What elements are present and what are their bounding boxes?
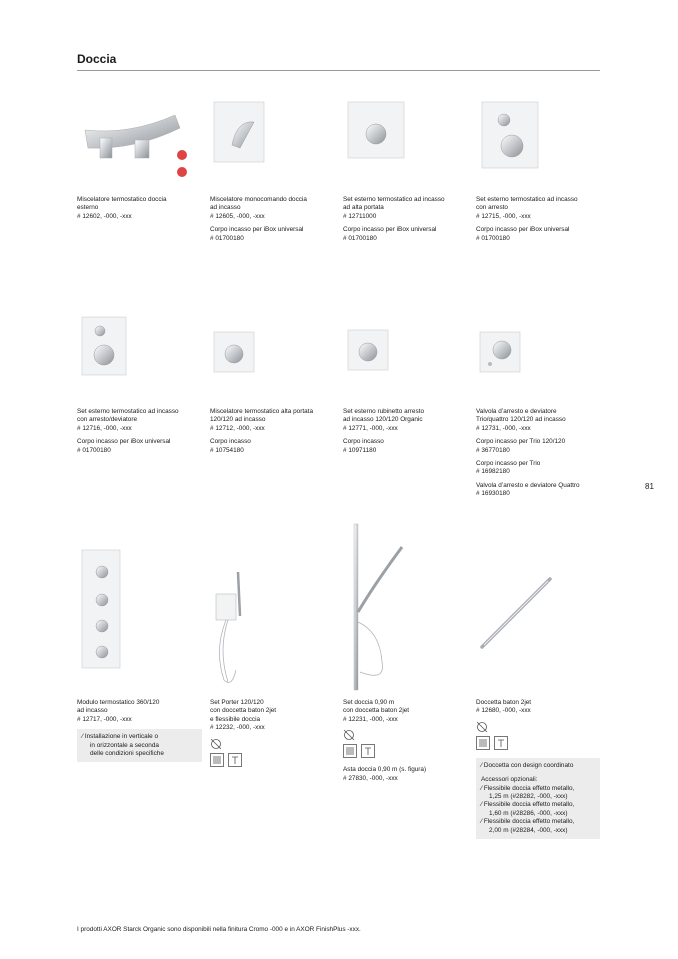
product-9 xyxy=(77,699,202,762)
product-name: Modulo termostatico 360/120 xyxy=(77,699,160,706)
product-code: # 12232, -000, -xxx xyxy=(210,724,265,732)
product-name: ad incasso xyxy=(210,204,241,212)
product-code: # 12605, -000, -xxx xyxy=(210,212,265,220)
accessory-name: Valvola d’arresto e deviatore Quattro xyxy=(476,481,580,489)
product-image-thermostatic-module xyxy=(80,548,122,670)
product-image-shower-set xyxy=(346,522,406,692)
product-name: Miscelatore termostatico alta portata xyxy=(210,408,314,415)
accessory-code: # 01700180 xyxy=(343,234,377,242)
product-8 xyxy=(476,408,601,504)
product-7 xyxy=(343,408,468,460)
product-code: # 12717, -000, -xxx xyxy=(77,715,132,723)
product-image-thermostatic-high-flow xyxy=(346,100,406,160)
no-calc-icon xyxy=(210,738,222,750)
note-line: 1,25 m (#28282, -000, -xxx) xyxy=(489,793,568,801)
note-line: ⁄ Installazione in verticale o xyxy=(82,733,159,741)
product-name: Doccetta baton 2jet xyxy=(476,699,532,706)
product-image-thermostatic-diverter xyxy=(80,315,128,377)
page-number: 81 xyxy=(645,482,654,491)
product-name: Miscelatore monocomando doccia xyxy=(210,196,307,203)
accessory-name: Corpo incasso per Trio 120/120 xyxy=(476,438,566,446)
product-2 xyxy=(210,196,335,248)
product-code: # 12602, -000, -xxx xyxy=(77,212,132,220)
product-code: # 12680, -000, -xxx xyxy=(476,707,531,715)
product-name: e flessibile doccia xyxy=(210,715,261,723)
no-calc-icon xyxy=(343,729,355,741)
product-code: # 12715, -000, -xxx xyxy=(476,212,531,220)
accessory-code: # 16930180 xyxy=(476,490,510,498)
product-name: con arresto/deviatore xyxy=(77,416,138,424)
product-image-thermostatic-120 xyxy=(212,330,256,374)
note-line: Accessori opzionali: xyxy=(481,776,538,784)
note-line: in orizzontale a seconda xyxy=(90,741,159,749)
note-line: 1,60 m (#28286, -000, -xxx) xyxy=(489,809,568,817)
product-code: # 12712, -000, -xxx xyxy=(210,424,265,432)
accessory-name: Corpo incasso per iBox universal xyxy=(343,226,437,234)
accessory-name: Corpo incasso per iBox universal xyxy=(476,226,570,234)
accessory-name: Corpo incasso xyxy=(210,438,251,446)
product-name: ad alta portata xyxy=(343,204,384,212)
shower-rail-icon xyxy=(210,753,224,767)
note-line: ⁄ Doccetta con design coordinato xyxy=(481,761,574,769)
product-image-shutoff-valve xyxy=(346,328,390,372)
note-line: 2,00 m (#28284, -000, -xxx) xyxy=(489,826,568,834)
wall-mount-icon xyxy=(361,744,375,758)
product-code: # 12771, -000, -xxx xyxy=(343,424,398,432)
accessory-code: # 10971180 xyxy=(343,446,377,454)
product-6 xyxy=(210,408,335,460)
product-name: ad incasso 120/120 Organic xyxy=(343,416,423,424)
product-name: con arresto xyxy=(476,204,508,212)
product-5 xyxy=(77,408,202,460)
accessory-code: # 01700180 xyxy=(210,234,244,242)
accessory-code: # 27830, -000, -xxx xyxy=(343,774,398,782)
product-12 xyxy=(476,699,601,839)
accessory-code: # 36770180 xyxy=(476,446,510,454)
footer-note: I prodotti AXOR Starck Organic sono disponibili nella finitura Cromo -000 e in AXOR FinishPlus -xxx. xyxy=(77,926,361,933)
product-name: Trio/quattro 120/120 ad incasso xyxy=(476,416,566,424)
product-11 xyxy=(343,699,468,788)
accessory-name: Corpo incasso per iBox universal xyxy=(210,226,304,234)
product-name: Set esterno termostatico ad incasso xyxy=(343,196,445,203)
product-name: Set Porter 120/120 xyxy=(210,699,264,706)
product-code: # 12711000 xyxy=(343,212,377,220)
accessories-note xyxy=(476,758,600,839)
product-name: Set esterno termostatico ad incasso xyxy=(77,408,179,415)
product-code: # 12716, -000, -xxx xyxy=(77,424,132,432)
product-image-single-lever-mixer xyxy=(212,100,267,165)
note-line: delle condizioni specifiche xyxy=(90,750,164,758)
product-10 xyxy=(210,699,335,767)
product-image-baton-hand-shower xyxy=(478,575,554,651)
product-name: esterno xyxy=(77,204,99,212)
product-name: ad incasso xyxy=(77,707,108,715)
shower-rail-icon xyxy=(476,736,490,750)
no-calc-icon xyxy=(476,721,488,733)
accessory-name: Corpo incasso per Trio xyxy=(476,460,541,468)
product-4 xyxy=(476,196,601,248)
product-image-thermostatic-stop xyxy=(480,100,540,170)
accessory-name: Corpo incasso per iBox universal xyxy=(77,438,171,446)
product-image-thermostatic-exposed xyxy=(80,100,188,190)
title-divider xyxy=(77,70,600,71)
product-code: # 12731, -000, -xxx xyxy=(476,424,531,432)
accessory-code: # 01700180 xyxy=(476,234,510,242)
wall-mount-icon xyxy=(494,736,508,750)
product-name: Set esterno rubinetto arresto xyxy=(343,408,424,415)
product-name: con doccetta baton 2jet xyxy=(343,707,410,715)
product-name: 120/120 ad incasso xyxy=(210,416,266,424)
installation-note xyxy=(77,729,202,762)
note-line: ⁄ Flessibile doccia effetto metallo, xyxy=(481,784,575,792)
accessory-name: Corpo incasso xyxy=(343,438,384,446)
accessory-code: # 01700180 xyxy=(77,446,111,454)
wall-mount-icon xyxy=(228,753,242,767)
product-3 xyxy=(343,196,468,248)
page-title: Doccia xyxy=(77,52,117,66)
product-name: Set doccia 0,90 m xyxy=(343,699,395,706)
accessory-code: # 10754180 xyxy=(210,446,244,454)
product-image-porter-set xyxy=(206,570,246,690)
product-1 xyxy=(77,196,202,226)
accessory-code: # 16982180 xyxy=(476,468,510,476)
product-name: Set esterno termostatico ad incasso xyxy=(476,196,578,203)
product-name: con doccetta baton 2jet xyxy=(210,707,277,715)
shower-rail-icon xyxy=(343,744,357,758)
note-line: ⁄ Flessibile doccia effetto metallo, xyxy=(481,818,575,826)
note-line: ⁄ Flessibile doccia effetto metallo, xyxy=(481,801,575,809)
accessory-name: Asta doccia 0,90 m (s. figura) xyxy=(343,766,427,774)
product-image-trio-valve xyxy=(478,330,522,374)
product-name: Miscelatore termostatico doccia xyxy=(77,196,167,203)
product-code: # 12231, -000, -xxx xyxy=(343,715,398,723)
product-name: Valvola d’arresto e deviatore xyxy=(476,408,557,415)
